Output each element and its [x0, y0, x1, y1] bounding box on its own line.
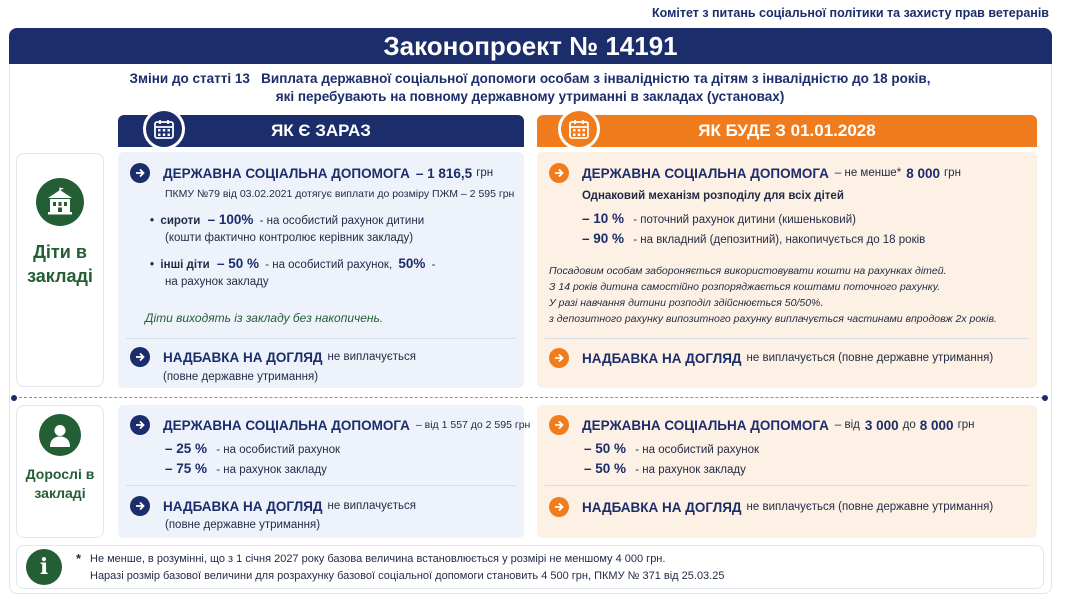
adults-now-care-note: (повне державне утримання)	[165, 519, 321, 531]
adults-now-item2	[165, 461, 327, 476]
committee-name: Комітет з питань соціальної політики та захисту прав ветеранів	[652, 6, 1049, 20]
item2-pct: – 90 %	[582, 231, 625, 246]
calendar-icon	[143, 108, 185, 150]
children-future-rule: Посадовим особам забороняється використовувати кошти на рахунках дітей.	[549, 265, 947, 277]
item1-text: - на особистий рахунок	[216, 444, 341, 456]
divider	[545, 485, 1029, 486]
children-future-rule: з депозитного рахунку випозитного рахунку виплачується частинами впродовж 2х років.	[549, 313, 997, 325]
others-text2: -	[431, 259, 436, 271]
aid-unit: грн	[943, 167, 961, 179]
column-header-now: ЯК Є ЗАРАЗ	[118, 115, 524, 147]
adults-future-aid	[549, 415, 975, 435]
children-now-aid-note: ПКМУ №79 від 03.02.2021 дотягує виплати до розміру ПЖМ – 2 595 грн	[165, 188, 515, 200]
section-separator	[14, 397, 1044, 398]
children-future-rule: З 14 років дитина самостійно розпоряджається коштами поточного рахунку.	[549, 281, 941, 293]
care-text: не виплачується	[327, 500, 416, 512]
children-now-aid	[130, 163, 493, 183]
aid-amount: – 1 816,5	[415, 165, 473, 181]
aid-range: – від 1 557 до 2 595 грн	[415, 419, 531, 431]
subtitle-lead: Зміни до статті 13	[129, 71, 250, 86]
subtitle	[80, 70, 980, 106]
aid-label: ДЕРЖАВНА СОЦІАЛЬНА ДОПОМОГА	[582, 165, 829, 181]
children-future-aid	[549, 163, 961, 183]
aid-unit: грн	[957, 419, 975, 431]
children-now-orphans-note: (кошти фактично контролює керівник закладу)	[165, 232, 414, 244]
category-adults	[16, 405, 104, 538]
divider	[126, 485, 516, 486]
aid-unit: грн	[476, 167, 494, 179]
footnote-star: *	[76, 551, 82, 566]
item2-text: - на вкладний (депозитний), накопичується до 18 років	[633, 234, 926, 246]
children-now-others-note: на рахунок закладу	[165, 276, 269, 288]
category-children	[16, 153, 104, 387]
footnote-line1: Не менше, в розумінні, що з 1 січня 2027 року базова величина встановлюється у розмірі не меншому 4 000 грн.	[90, 553, 666, 565]
children-now-care	[130, 347, 416, 367]
aid-to: до	[902, 419, 916, 431]
adults-future-item1	[584, 441, 759, 456]
aid-prefix: – не менше*	[834, 167, 902, 179]
arrow-right-icon	[549, 163, 569, 183]
aid-label: ДЕРЖАВНА СОЦІАЛЬНА ДОПОМОГА	[163, 417, 410, 433]
page-title: Законопроект № 14191	[9, 28, 1052, 64]
children-now-others: • інші діти – 50 % - на особистий рахунок, 50% -	[150, 256, 436, 271]
others-text: - на особистий рахунок,	[265, 259, 393, 271]
arrow-right-icon	[130, 415, 150, 435]
care-label: НАДБАВКА НА ДОГЛЯД	[163, 498, 323, 514]
children-future-mechanism: Однаковий механізм розподілу для всіх дітей	[582, 190, 844, 202]
arrow-right-icon	[549, 348, 569, 368]
orphans-pct: – 100%	[207, 212, 254, 227]
footnote-box	[16, 545, 1044, 589]
footnote-line2: Наразі розмір базової величини для розрахунку базової соціальної допомоги становить 4 500 грн, ПКМУ № 371 від 25.03.25	[90, 570, 725, 582]
item1-pct: – 10 %	[582, 211, 625, 226]
aid-amount: 8 000	[906, 165, 940, 181]
children-now-leave: Діти виходять із закладу без накопичень.	[145, 311, 384, 325]
column-header-future: ЯК БУДЕ З 01.01.2028	[537, 115, 1037, 147]
item1-pct: – 25 %	[165, 441, 208, 456]
separator-dot	[1042, 395, 1048, 401]
orphans-name: сироти	[160, 215, 201, 227]
school-building-icon	[36, 178, 84, 226]
item1-pct: – 50 %	[584, 441, 627, 456]
others-pct2: 50%	[398, 256, 426, 271]
children-now-orphans: • сироти – 100% - на особистий рахунок дитини	[150, 212, 425, 227]
aid-label: ДЕРЖАВНА СОЦІАЛЬНА ДОПОМОГА	[163, 165, 410, 181]
adults-now-aid	[130, 415, 530, 435]
children-future-care	[549, 348, 993, 368]
arrow-right-icon	[130, 496, 150, 516]
aid-label: ДЕРЖАВНА СОЦІАЛЬНА ДОПОМОГА	[582, 417, 829, 433]
children-future-item2	[582, 231, 925, 246]
children-future-item1	[582, 211, 856, 226]
item2-text: - на рахунок закладу	[216, 464, 327, 476]
separator-dot	[11, 395, 17, 401]
item2-pct: – 50 %	[584, 461, 627, 476]
arrow-right-icon	[130, 347, 150, 367]
item2-pct: – 75 %	[165, 461, 208, 476]
care-text: не виплачується (повне державне утримання)	[746, 501, 994, 513]
care-label: НАДБАВКА НА ДОГЛЯД	[163, 349, 323, 365]
item1-text: - на особистий рахунок	[635, 444, 760, 456]
item2-text: - на рахунок закладу	[635, 464, 746, 476]
adults-future-care	[549, 497, 993, 517]
calendar-icon	[558, 108, 600, 150]
category-adults-label: Дорослі в закладі	[25, 466, 95, 501]
children-now-care-note: (повне державне утримання)	[163, 371, 319, 383]
category-children-label: Діти в закладі	[27, 242, 93, 286]
arrow-right-icon	[549, 497, 569, 517]
subtitle-line2: які перебувають на повному державному утриманні в закладах (установах)	[275, 89, 785, 104]
care-label: НАДБАВКА НА ДОГЛЯД	[582, 350, 742, 366]
aid-b: 8 000	[919, 417, 954, 433]
divider	[545, 338, 1029, 339]
adults-future-item2	[584, 461, 746, 476]
care-label: НАДБАВКА НА ДОГЛЯД	[582, 499, 742, 515]
others-pct: – 50 %	[216, 256, 259, 271]
care-text: не виплачується (повне державне утримання)	[746, 352, 994, 364]
aid-from: – від	[834, 419, 860, 431]
arrow-right-icon	[549, 415, 569, 435]
divider	[126, 338, 516, 339]
others-name: інші діти	[160, 259, 210, 271]
adults-now-item1	[165, 441, 340, 456]
children-future-rule: У разі навчання дитини розподіл здійснюється 50/50%.	[549, 297, 824, 309]
item1-text: - поточний рахунок дитини (кишеньковий)	[633, 214, 856, 226]
adults-now-care	[130, 496, 416, 516]
subtitle-line1: Виплата державної соціальної допомоги особам з інвалідністю та дітям з інвалідністю до 18 років,	[261, 71, 931, 86]
orphans-text: - на особистий рахунок дитини	[259, 215, 425, 227]
info-icon: i	[26, 549, 62, 585]
arrow-right-icon	[130, 163, 150, 183]
aid-a: 3 000	[864, 417, 899, 433]
care-text: не виплачується	[327, 351, 416, 363]
person-icon	[39, 414, 81, 456]
